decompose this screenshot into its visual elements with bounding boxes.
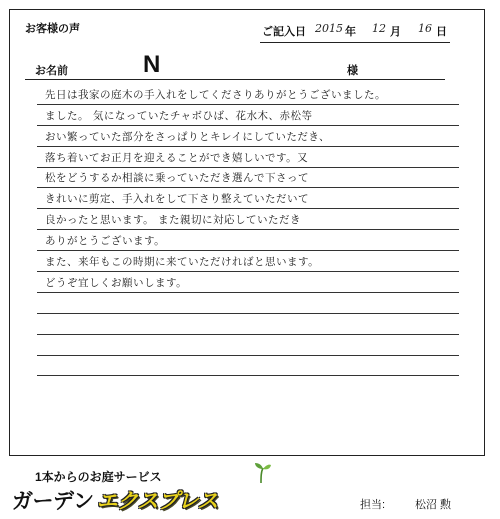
comment-text: また、来年もこの時期に来ていただければと思います。 bbox=[45, 256, 320, 269]
comment-line bbox=[37, 356, 459, 377]
comment-line bbox=[37, 147, 459, 168]
date-year: 2015 bbox=[315, 22, 343, 35]
date-day-suffix: 日 bbox=[436, 25, 447, 38]
brand-name-part1: ガーデン bbox=[12, 490, 94, 513]
comment-line bbox=[37, 293, 459, 314]
comment-text: 先日は我家の庭木の手入れをしてくださりありがとうございました。 bbox=[45, 88, 386, 101]
comment-line bbox=[37, 126, 459, 147]
comment-text: 落ち着いてお正月を迎えることができ嬉しいです。又 bbox=[45, 151, 309, 164]
comment-text: ありがとうございます。 bbox=[45, 235, 166, 248]
comment-line bbox=[37, 168, 459, 189]
comment-text: ました。 気になっていたチャボひば、花水木、赤松等 bbox=[45, 109, 313, 122]
name-field bbox=[25, 51, 445, 80]
name-label: お名前 bbox=[35, 64, 68, 77]
comment-text: おい繁っていた部分をさっぱりとキレイにしていただき、 bbox=[45, 130, 330, 143]
name-suffix: 様 bbox=[347, 64, 358, 77]
comment-line bbox=[37, 251, 459, 272]
footer-tagline: 1本からのお庭サービス bbox=[35, 470, 162, 484]
comment-lines bbox=[37, 84, 459, 376]
date-month: 12 bbox=[372, 22, 386, 35]
comment-line bbox=[37, 188, 459, 209]
staff-name: 松沼 勲 bbox=[415, 499, 452, 511]
comment-line bbox=[37, 209, 459, 230]
brand-name-part2: エクスプレス bbox=[96, 490, 218, 513]
date-month-suffix: 月 bbox=[390, 25, 401, 38]
comment-line bbox=[37, 335, 459, 356]
comment-text: きれいに剪定、手入れをして下さり整えていただいて bbox=[45, 193, 309, 206]
sprout-logo-icon bbox=[252, 462, 272, 484]
staff-label: 担当: bbox=[360, 499, 386, 511]
date-day: 16 bbox=[418, 22, 432, 35]
comment-text: どうぞ宜しくお願いします。 bbox=[45, 276, 188, 289]
name-value: N bbox=[143, 51, 161, 78]
date-label: ご記入日 bbox=[262, 25, 306, 38]
comment-line bbox=[37, 272, 459, 293]
comment-line bbox=[37, 230, 459, 251]
comment-text: 良かったと思います。 また親切に対応していただき bbox=[45, 214, 301, 227]
date-field bbox=[260, 22, 450, 43]
comment-line bbox=[37, 105, 459, 126]
form-header-label: お客様の声 bbox=[25, 22, 80, 35]
brand-logo bbox=[12, 485, 218, 515]
comment-line bbox=[37, 84, 459, 105]
comment-text: 松をどうするか相談に乗っていただき選んで下さって bbox=[45, 172, 309, 185]
date-year-suffix: 年 bbox=[345, 25, 356, 38]
comment-line bbox=[37, 314, 459, 335]
